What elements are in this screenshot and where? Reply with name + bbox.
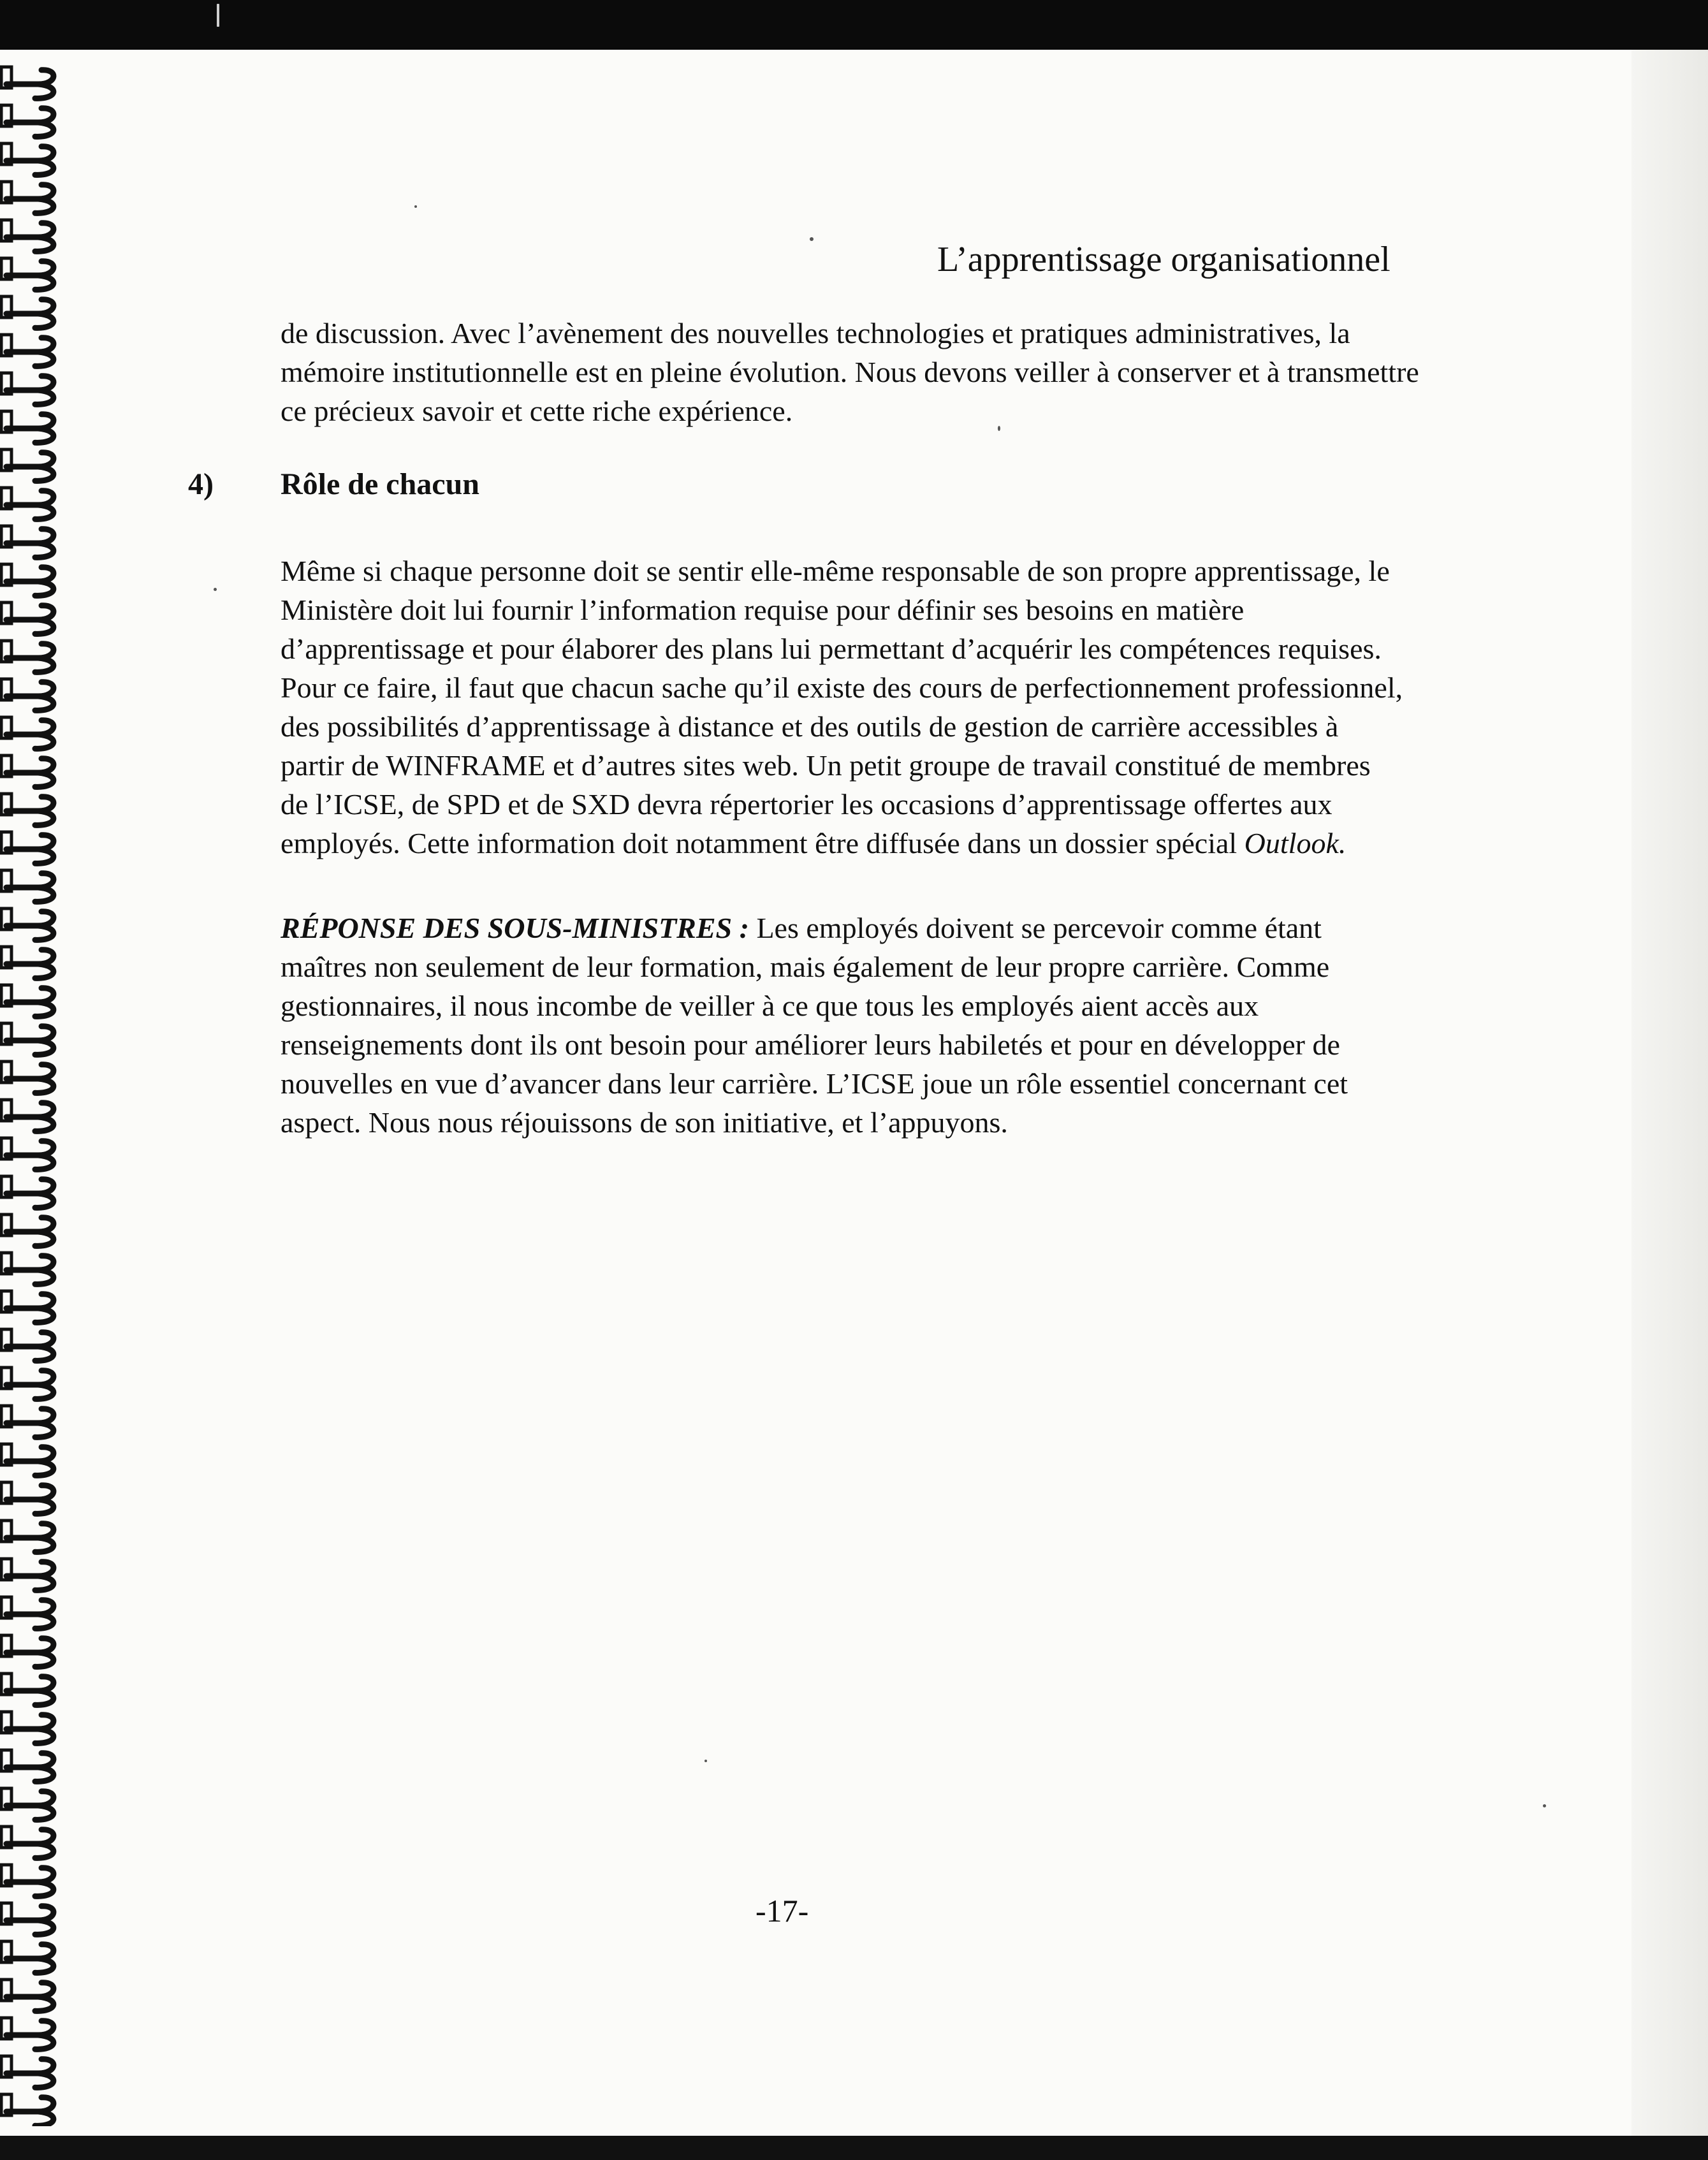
spiral-loop: [1, 335, 54, 366]
spiral-loop: [1, 373, 54, 404]
spiral-loop: [1, 1750, 54, 1781]
spiral-loop: [1, 717, 54, 748]
spiral-loop: [1, 1788, 54, 1820]
scan-speck: [704, 1760, 707, 1762]
role-line: des possibilités d’apprentissage à distance et des outils de gestion de carrière accessibles à: [281, 710, 1339, 743]
spiral-loop: [1, 143, 54, 175]
spiral-loop: [1, 1023, 54, 1054]
spiral-loop: [1, 1712, 54, 1743]
spiral-loop: [1, 1827, 54, 1858]
spiral-loop: [1, 449, 54, 481]
reponse-line: maîtres non seulement de leur formation, mais également de leur propre carrière. Comme: [281, 951, 1330, 983]
role-line: d’apprentissage et pour élaborer des plans lui permettant d’acquérir les compétences requises.: [281, 632, 1382, 665]
spiral-loop: [1, 1253, 54, 1284]
spiral-loop: [1, 985, 54, 1016]
spiral-loop: [1, 1176, 54, 1208]
reponse-label: RÉPONSE DES SOUS-MINISTRES :: [281, 912, 749, 944]
scan-border-top: [0, 0, 1708, 51]
spiral-loop: [1, 1903, 54, 1934]
spiral-loop: [1, 1521, 54, 1552]
spiral-loop: [1, 1329, 54, 1361]
spiral-loop: [1, 1559, 54, 1590]
spiral-loop: [1, 1291, 54, 1322]
spiral-loop: [1, 1597, 54, 1628]
role-line: Même si chaque personne doit se sentir elle-même responsable de son propre apprentissage, le: [281, 555, 1390, 587]
spiral-loop: [1, 1865, 54, 1896]
spiral-loop: [1, 1100, 54, 1131]
spiral-loop: [1, 1980, 54, 2011]
spiral-loop: [1, 641, 54, 672]
intro-paragraph: [281, 314, 1419, 430]
spiral-loop: [1, 870, 54, 901]
scan-speck: [217, 4, 219, 27]
intro-line: mémoire institutionnelle est en pleine évolution. Nous devons veiller à conserver et à transmettre: [281, 356, 1419, 388]
reponse-line: nouvelles en vue d’avancer dans leur carrière. L’ICSE joue un rôle essentiel concernant cet: [281, 1067, 1348, 1100]
spiral-loop: [1, 832, 54, 863]
scan-speck: [810, 237, 814, 241]
spiral-loop: [1, 411, 54, 442]
spiral-loop: [1, 1138, 54, 1169]
spiral-loop: [1, 67, 54, 98]
spiral-loop: [1, 1941, 54, 1973]
reponse-first-line: [281, 909, 1348, 947]
intro-line: de discussion. Avec l’avènement des nouvelles technologies et pratiques administratives, la: [281, 317, 1350, 349]
section-number: 4): [188, 467, 214, 501]
spiral-loop: [1, 1406, 54, 1437]
role-last-text: employés. Cette information doit notamment être diffusée dans un dossier spécial: [281, 827, 1245, 859]
spiral-binding: [0, 61, 70, 2126]
role-paragraph: [281, 551, 1403, 863]
role-line: partir de WINFRAME et d’autres sites web. Un petit groupe de travail constitué de membres: [281, 749, 1371, 782]
spiral-loop: [1, 679, 54, 710]
spiral-loop: [1, 947, 54, 978]
spiral-loop: [1, 909, 54, 940]
spiral-loop: [1, 794, 54, 825]
spiral-loop: [1, 105, 54, 136]
spiral-loop: [1, 182, 54, 213]
spiral-loop: [1, 755, 54, 787]
section-title: Rôle de chacun: [281, 467, 479, 501]
spiral-loop: [1, 488, 54, 519]
reponse-first-rest: Les employés doivent se percevoir comme étant: [748, 912, 1322, 944]
page-edge-shadow: [1631, 50, 1708, 2136]
spiral-loop: [1, 1444, 54, 1475]
spiral-loop: [1, 1368, 54, 1399]
spiral-loop: [1, 564, 54, 595]
spiral-loop: [1, 1635, 54, 1667]
reponse-line: renseignements dont ils ont besoin pour améliorer leurs habiletés et pour en développer de: [281, 1028, 1340, 1061]
reponse-line: aspect. Nous nous réjouissons de son initiative, et l’appuyons.: [281, 1106, 1008, 1139]
spiral-loop: [1, 1482, 54, 1514]
outlook-term: Outlook.: [1244, 827, 1347, 859]
spiral-loop: [1, 296, 54, 328]
scan-speck: [998, 426, 1000, 431]
reponse-line: gestionnaires, il nous incombe de veiller à ce que tous les employés aient accès aux: [281, 989, 1259, 1022]
scan-speck: [1543, 1804, 1546, 1807]
spiral-loop: [1, 2056, 54, 2087]
role-line: de l’ICSE, de SPD et de SXD devra répertorier les occasions d’apprentissage offertes aux: [281, 788, 1332, 821]
intro-line: ce précieux savoir et cette riche expérience.: [281, 395, 793, 427]
role-line-last: [281, 824, 1403, 863]
role-line: Ministère doit lui fournir l’information requise pour définir ses besoins en matière: [281, 594, 1245, 626]
scan-speck: [414, 205, 417, 208]
spiral-loop: [1, 602, 54, 634]
scan-border-bottom: [0, 2136, 1708, 2160]
reponse-paragraph: [281, 909, 1348, 1142]
spiral-loop: [1, 220, 54, 251]
spiral-loop: [1, 526, 54, 557]
spiral-loop: [1, 1215, 54, 1246]
scan-speck: [214, 588, 217, 591]
spiral-loop: [1, 1062, 54, 1093]
page-number: -17-: [755, 1893, 809, 1929]
spiral-loop: [1, 258, 54, 289]
spiral-loop: [1, 2094, 54, 2126]
spiral-loop: [1, 2018, 54, 2049]
spiral-loop: [1, 1674, 54, 1705]
running-header: L’apprentissage organisationnel: [937, 240, 1390, 279]
role-line: Pour ce faire, il faut que chacun sache qu’il existe des cours de perfectionnement professionnel,: [281, 671, 1403, 704]
